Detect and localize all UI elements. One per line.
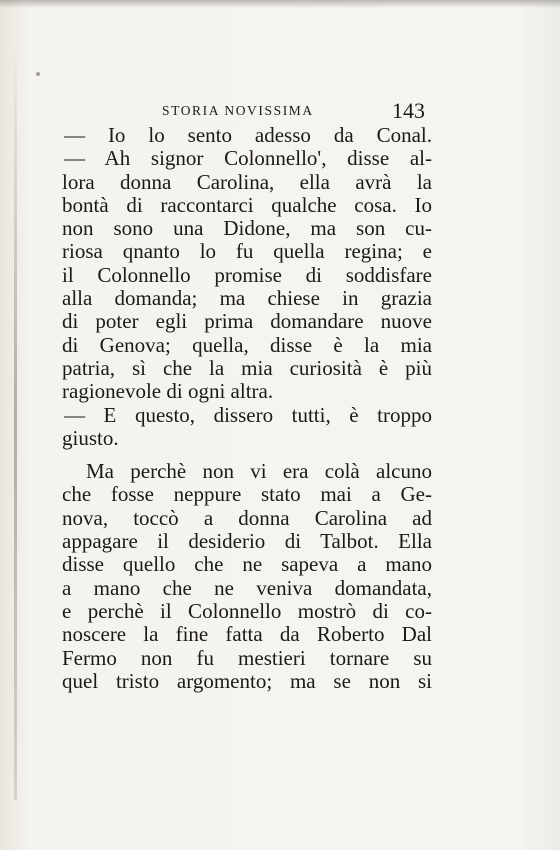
running-head: [0, 100, 560, 122]
running-head-title: STORIA NOVISSIMA: [162, 103, 314, 118]
page-top-shadow: [0, 0, 560, 8]
text-line: — Ah signor Colonnello', disse al-: [64, 146, 432, 171]
text-line: alla domanda; ma chiese in grazia: [62, 286, 432, 311]
page-number: 143: [392, 98, 425, 123]
text-line: il Colonnello promise di soddisfare: [62, 262, 432, 287]
text-line: non sono una Didone, ma son cu-: [62, 216, 432, 241]
text-line: noscere la fine fatta da Roberto Dal: [62, 622, 432, 647]
text-line: nova, toccò a donna Carolina ad: [62, 505, 432, 530]
text-line: — E questo, dissero tutti, è troppo: [64, 402, 432, 427]
text-line: lora donna Carolina, ella avrà la: [62, 169, 432, 194]
text-line: a mano che ne veniva domandata,: [62, 575, 432, 600]
text-line: ragionevole di ogni altra.: [62, 379, 274, 404]
text-line: Ma perchè non vi era colà alcuno: [86, 459, 432, 484]
text-line: patria, sì che la mia curiosità è più: [62, 355, 432, 380]
text-line: disse quello che ne sapeva a mano: [62, 552, 432, 577]
text-line: e perchè il Colonnello mostrò di co-: [62, 598, 432, 623]
text-line: giusto.: [62, 425, 119, 450]
text-line: riosa qnanto lo fu quella regina; e: [62, 239, 432, 264]
text-line: — Io lo sento adesso da Conal.: [64, 123, 432, 147]
text-line: Fermo non fu mestieri tornare su: [62, 645, 432, 670]
paper-speck: [36, 72, 40, 76]
text-line: appagare il desiderio di Talbot. Ella: [62, 529, 432, 554]
body-text: [62, 124, 432, 693]
binding-shadow: [14, 40, 17, 800]
text-line: di poter egli prima domandare nuove: [62, 309, 432, 334]
text-line: di Genova; quella, disse è la mia: [62, 332, 432, 357]
text-line: che fosse neppure stato mai a Ge-: [62, 482, 432, 507]
text-line: quel tristo argomento; ma se non si: [62, 668, 432, 693]
text-line: bontà di raccontarci qualche cosa. Io: [62, 192, 432, 217]
